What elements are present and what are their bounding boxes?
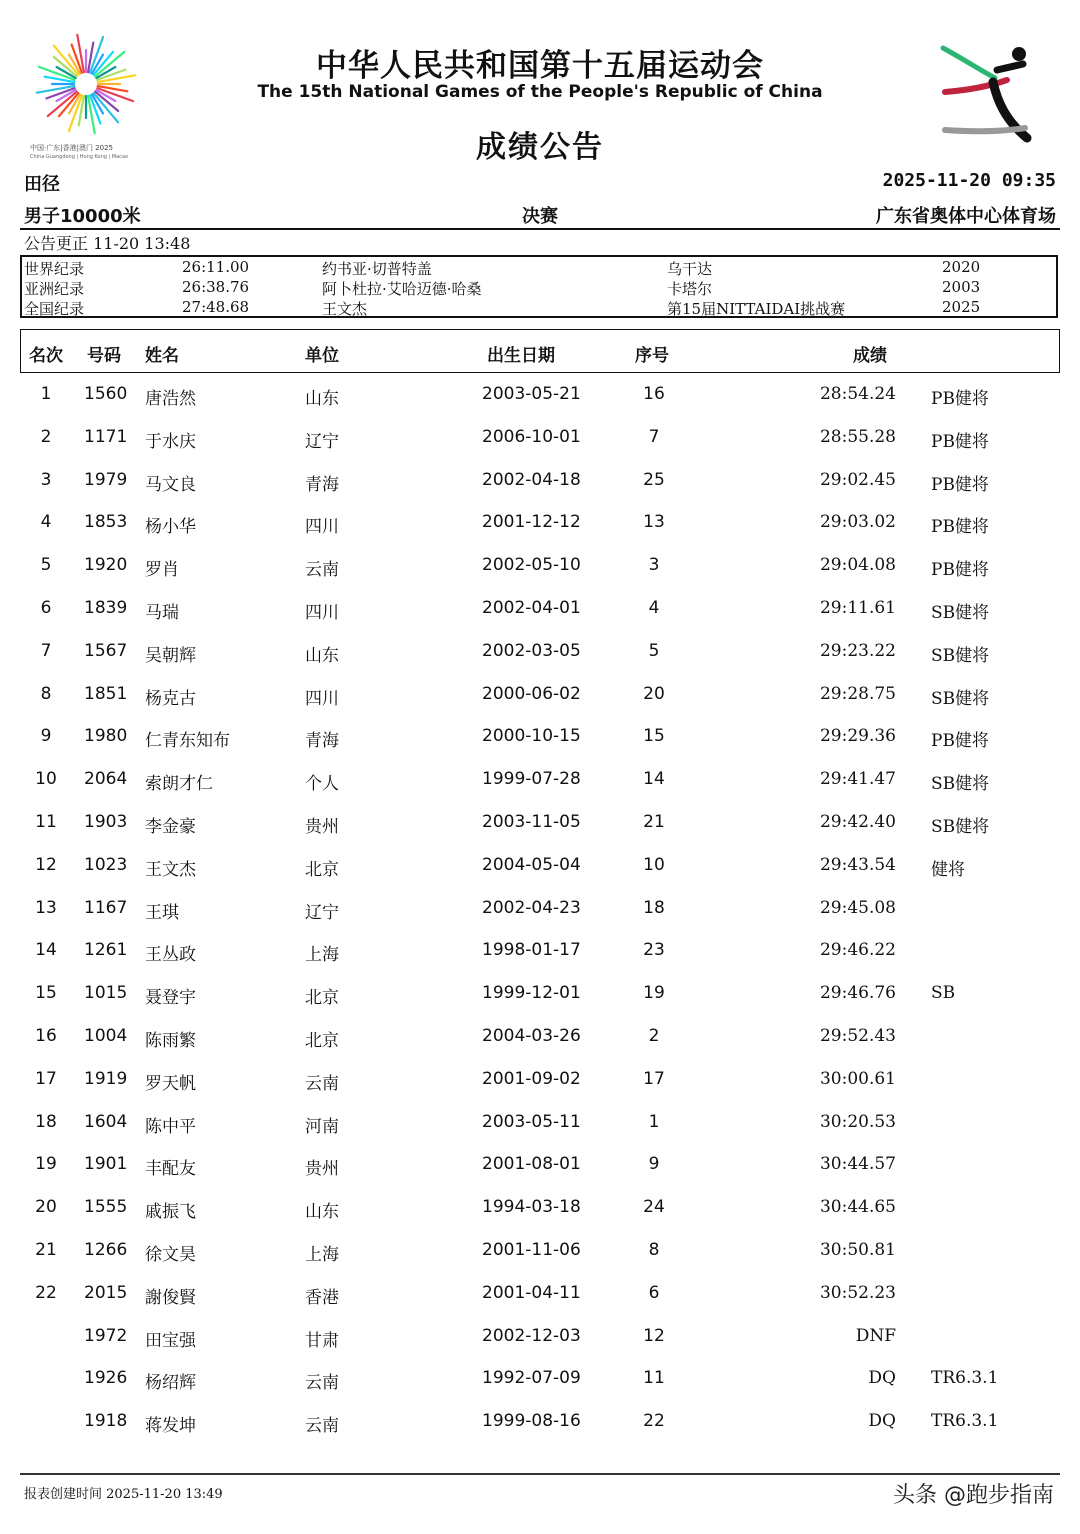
result-mark: 29:04.08 — [819, 555, 896, 576]
athlete-dob: 2003-11-05 — [482, 812, 581, 832]
athlete-unit: 四川 — [305, 603, 339, 623]
result-mark: 30:00.61 — [819, 1068, 896, 1089]
record-row — [22, 258, 1056, 278]
result-rank: 10 — [35, 769, 57, 790]
result-note: PB健将 — [931, 731, 989, 752]
athlete-unit: 山东 — [305, 389, 339, 409]
result-note: TR6.3.1 — [931, 1411, 999, 1432]
table-row — [0, 852, 1080, 882]
result-mark: 29:41.47 — [819, 769, 896, 790]
table-row — [0, 1023, 1080, 1053]
watermark: 头条 @跑步指南 — [893, 1483, 1054, 1508]
record-row — [22, 298, 1056, 318]
results-header — [20, 329, 1060, 373]
result-mark: 29:42.40 — [819, 812, 896, 832]
result-bib: 1853 — [84, 512, 128, 533]
record-label: 全国纪录 — [24, 300, 85, 318]
result-note: 健将 — [931, 859, 965, 880]
result-rank: 20 — [35, 1197, 57, 1218]
result-note: PB健将 — [931, 431, 989, 452]
athlete-unit: 青海 — [305, 731, 339, 752]
start-order: 12 — [643, 1325, 665, 1346]
athlete-dob: 2002-04-18 — [482, 469, 581, 490]
table-row — [0, 424, 1080, 454]
athlete-dob: 2003-05-21 — [482, 384, 581, 404]
start-order: 19 — [643, 983, 665, 1004]
result-mark: 29:23.22 — [819, 640, 896, 661]
result-bib: 1604 — [84, 1111, 128, 1132]
athlete-name: 陈雨繁 — [145, 1031, 196, 1051]
footer-divider — [20, 1473, 1060, 1475]
athlete-name: 马瑞 — [145, 603, 179, 623]
result-bib: 1979 — [84, 469, 128, 490]
result-rank: 6 — [40, 598, 52, 618]
athlete-dob: 1999-12-01 — [482, 983, 581, 1004]
table-row — [0, 638, 1080, 668]
result-bib: 2064 — [84, 769, 128, 790]
athlete-unit: 山东 — [305, 1202, 339, 1223]
athlete-dob: 2003-05-11 — [482, 1111, 581, 1132]
athlete-unit: 云南 — [305, 1073, 339, 1094]
table-row — [0, 1323, 1080, 1353]
table-row — [0, 381, 1080, 411]
athlete-dob: 2004-03-26 — [482, 1026, 581, 1046]
result-note: PB健将 — [931, 560, 989, 581]
athlete-name: 丰配友 — [145, 1159, 196, 1180]
athlete-unit: 辽宁 — [305, 431, 339, 452]
athlete-unit: 上海 — [305, 1245, 339, 1265]
athlete-name: 唐浩然 — [145, 389, 196, 409]
table-row — [0, 937, 1080, 967]
start-order: 21 — [643, 812, 665, 832]
table-row — [0, 1408, 1080, 1438]
result-bib: 1901 — [84, 1154, 128, 1175]
result-mark: 29:43.54 — [819, 854, 896, 875]
athlete-name: 于水庆 — [145, 431, 196, 452]
result-mark: 29:03.02 — [819, 512, 896, 533]
athlete-dob: 2002-05-10 — [482, 555, 581, 576]
athlete-dob: 2006-10-01 — [482, 426, 581, 447]
athlete-unit: 贵州 — [305, 817, 339, 837]
athlete-unit: 云南 — [305, 1373, 339, 1394]
result-rank: 14 — [35, 940, 57, 961]
athlete-name: 索朗才仁 — [145, 774, 213, 795]
athlete-dob: 2000-10-15 — [482, 726, 581, 747]
result-bib: 1266 — [84, 1240, 128, 1260]
record-place: 卡塔尔 — [667, 280, 713, 298]
athlete-dob: 2001-08-01 — [482, 1154, 581, 1175]
athlete-unit: 香港 — [305, 1287, 339, 1308]
record-year: 2025 — [942, 298, 981, 316]
col-rank: 名次 — [29, 346, 63, 366]
result-bib: 1918 — [84, 1411, 128, 1432]
result-rank: 17 — [35, 1068, 57, 1089]
athlete-dob: 2001-11-06 — [482, 1240, 581, 1260]
athlete-unit: 贵州 — [305, 1159, 339, 1180]
venue-name: 广东省奥体中心体育场 — [876, 206, 1056, 227]
result-note: SB健将 — [931, 688, 990, 709]
result-bib: 1920 — [84, 555, 128, 576]
result-bib: 1972 — [84, 1325, 128, 1346]
result-bib: 1903 — [84, 812, 128, 832]
result-bib: 1555 — [84, 1197, 128, 1218]
result-bib: 2015 — [84, 1282, 128, 1303]
athlete-name: 謝俊賢 — [145, 1287, 196, 1308]
document-title: 成绩公告 — [476, 130, 604, 165]
col-name: 姓名 — [145, 346, 179, 366]
result-bib: 1004 — [84, 1026, 128, 1046]
start-order: 10 — [643, 854, 665, 875]
athlete-dob: 1999-07-28 — [482, 769, 581, 790]
table-row — [0, 1194, 1080, 1224]
athlete-unit: 北京 — [305, 859, 339, 880]
athlete-dob: 1999-08-16 — [482, 1411, 581, 1432]
table-row — [0, 1365, 1080, 1395]
start-order: 14 — [643, 769, 665, 790]
table-row — [0, 552, 1080, 582]
start-order: 9 — [648, 1154, 660, 1175]
result-note: SB健将 — [931, 645, 990, 666]
result-rank: 21 — [35, 1240, 57, 1260]
result-mark: 30:50.81 — [819, 1240, 896, 1260]
result-bib: 1023 — [84, 854, 128, 875]
athlete-unit: 北京 — [305, 1031, 339, 1051]
record-label: 亚洲纪录 — [24, 280, 85, 298]
athlete-name: 吴朝辉 — [145, 645, 196, 666]
athlete-unit: 青海 — [305, 474, 339, 495]
round-label: 决赛 — [522, 206, 558, 227]
result-mark: DQ — [868, 1411, 896, 1432]
athlete-name: 戚振飞 — [145, 1202, 196, 1223]
result-rank: 19 — [35, 1154, 57, 1175]
athlete-name: 陈中平 — [145, 1116, 196, 1137]
result-mark: 30:44.65 — [819, 1197, 896, 1218]
result-note: TR6.3.1 — [931, 1368, 999, 1389]
result-mark: 29:52.43 — [819, 1026, 896, 1046]
table-row — [0, 595, 1080, 625]
table-row — [0, 723, 1080, 753]
record-holder: 王文杰 — [322, 300, 368, 318]
athlete-name: 杨克古 — [145, 688, 196, 709]
result-bib: 1919 — [84, 1068, 128, 1089]
event-name: 男子10000米 — [24, 206, 141, 227]
start-order: 13 — [643, 512, 665, 533]
athlete-dob: 1992-07-09 — [482, 1368, 581, 1389]
col-dob: 出生日期 — [487, 346, 555, 366]
athlete-name: 聂登宇 — [145, 988, 196, 1009]
result-rank: 18 — [35, 1111, 57, 1132]
record-year: 2003 — [942, 278, 981, 296]
result-note: SB健将 — [931, 603, 990, 623]
result-bib: 1567 — [84, 640, 128, 661]
athlete-name: 仁青东知布 — [145, 731, 230, 752]
result-bib: 1839 — [84, 598, 128, 618]
table-row — [0, 1280, 1080, 1310]
result-rank: 8 — [40, 683, 52, 704]
athlete-name: 王丛政 — [145, 945, 196, 966]
start-order: 23 — [643, 940, 665, 961]
athlete-unit: 河南 — [305, 1116, 339, 1137]
result-bib: 1261 — [84, 940, 128, 961]
result-mark: 29:46.22 — [819, 940, 896, 961]
correction-notice: 公告更正 11-20 13:48 — [24, 234, 191, 253]
result-mark: 28:55.28 — [819, 426, 896, 447]
record-time: 26:11.00 — [182, 258, 250, 276]
col-mark: 成绩 — [853, 346, 887, 366]
result-bib: 1560 — [84, 384, 128, 404]
athlete-name: 蒋发坤 — [145, 1416, 196, 1437]
result-rank: 16 — [35, 1026, 57, 1046]
record-label: 世界纪录 — [24, 260, 85, 278]
record-holder: 约书亚·切普特盖 — [322, 260, 432, 278]
athlete-dob: 2002-12-03 — [482, 1325, 581, 1346]
result-rank: 5 — [40, 555, 52, 576]
result-note: PB健将 — [931, 474, 989, 495]
record-time: 27:48.68 — [182, 298, 250, 316]
start-order: 25 — [643, 469, 665, 490]
athlete-name: 李金豪 — [145, 817, 196, 837]
table-row — [0, 1066, 1080, 1096]
start-order: 7 — [648, 426, 660, 447]
athlete-name: 杨小华 — [145, 517, 196, 538]
athlete-unit: 上海 — [305, 945, 339, 966]
result-bib: 1171 — [84, 426, 128, 447]
athlete-dob: 2000-06-02 — [482, 683, 581, 704]
athlete-dob: 2001-09-02 — [482, 1068, 581, 1089]
result-note: SB健将 — [931, 774, 990, 795]
result-rank: 2 — [40, 426, 52, 447]
record-place: 第15届NITTAIDAI挑战赛 — [667, 300, 846, 318]
result-rank: 13 — [35, 897, 57, 918]
table-row — [0, 1237, 1080, 1267]
athlete-dob: 2002-04-23 — [482, 897, 581, 918]
result-bib: 1167 — [84, 897, 128, 918]
result-rank: 12 — [35, 854, 57, 875]
result-rank: 15 — [35, 983, 57, 1004]
result-mark: DNF — [855, 1325, 896, 1346]
record-holder: 阿卜杜拉·艾哈迈德·哈桑 — [322, 280, 482, 298]
athlete-dob: 2002-03-05 — [482, 640, 581, 661]
start-order: 18 — [643, 897, 665, 918]
result-note: SB — [931, 983, 956, 1004]
result-bib: 1980 — [84, 726, 128, 747]
report-created-time: 报表创建时间 2025-11-20 13:49 — [24, 1487, 223, 1502]
athlete-name: 田宝强 — [145, 1330, 196, 1351]
result-mark: 30:20.53 — [819, 1111, 896, 1132]
record-place: 乌干达 — [667, 260, 713, 278]
start-order: 5 — [648, 640, 660, 661]
games-title-en: The 15th National Games of the People's Republic of China — [257, 82, 823, 102]
result-mark: 30:52.23 — [819, 1282, 896, 1303]
start-order: 6 — [648, 1282, 660, 1303]
table-row — [0, 681, 1080, 711]
athlete-unit: 云南 — [305, 1416, 339, 1437]
result-rank: 7 — [40, 640, 52, 661]
games-title-cn: 中华人民共和国第十五届运动会 — [316, 48, 764, 84]
start-order: 3 — [648, 555, 660, 576]
athlete-name: 王文杰 — [145, 859, 196, 880]
start-order: 15 — [643, 726, 665, 747]
result-mark: 29:02.45 — [819, 469, 896, 490]
result-mark: 29:46.76 — [819, 983, 896, 1004]
record-year: 2020 — [942, 258, 981, 276]
result-bib: 1926 — [84, 1368, 128, 1389]
start-order: 20 — [643, 683, 665, 704]
col-lane: 序号 — [635, 346, 669, 366]
record-row — [22, 278, 1056, 298]
table-row — [0, 509, 1080, 539]
start-order: 16 — [643, 384, 665, 404]
start-order: 17 — [643, 1068, 665, 1089]
athlete-unit: 四川 — [305, 688, 339, 709]
result-note: PB健将 — [931, 389, 989, 409]
start-order: 24 — [643, 1197, 665, 1218]
athlete-dob: 2002-04-01 — [482, 598, 581, 618]
athlete-name: 马文良 — [145, 474, 196, 495]
result-mark: 30:44.57 — [819, 1154, 896, 1175]
athlete-name: 罗天帆 — [145, 1073, 196, 1094]
athlete-unit: 甘肃 — [305, 1330, 339, 1351]
result-rank: 4 — [40, 512, 52, 533]
table-row — [0, 1151, 1080, 1181]
start-order: 8 — [648, 1240, 660, 1260]
result-mark: 29:11.61 — [819, 598, 896, 618]
result-rank: 22 — [35, 1282, 57, 1303]
table-row — [0, 1109, 1080, 1139]
publish-datetime: 2025-11-20 09:35 — [882, 170, 1056, 191]
result-mark: 29:28.75 — [819, 683, 896, 704]
athlete-name: 罗肖 — [145, 560, 179, 581]
athlete-unit: 个人 — [305, 774, 339, 795]
athlete-name: 王琪 — [145, 902, 179, 923]
record-time: 26:38.76 — [182, 278, 250, 296]
athlete-dob: 1998-01-17 — [482, 940, 581, 961]
athlete-dob: 2001-12-12 — [482, 512, 581, 533]
result-rank: 11 — [35, 812, 57, 832]
athlete-name: 杨绍辉 — [145, 1373, 196, 1394]
athlete-unit: 山东 — [305, 645, 339, 666]
result-note: PB健将 — [931, 517, 989, 538]
records-box — [20, 255, 1058, 318]
col-unit: 单位 — [305, 346, 339, 366]
table-row — [0, 980, 1080, 1010]
logo-caption: 中国·广东|香港|澳门 2025 — [30, 144, 113, 152]
result-mark: 29:29.36 — [819, 726, 896, 747]
start-order: 11 — [643, 1368, 665, 1389]
header-divider — [20, 228, 1060, 230]
start-order: 22 — [643, 1411, 665, 1432]
col-bib: 号码 — [87, 346, 121, 366]
athlete-unit: 四川 — [305, 517, 339, 538]
table-row — [0, 895, 1080, 925]
sport-label: 田径 — [24, 174, 60, 195]
result-rank: 1 — [40, 384, 52, 404]
result-bib: 1015 — [84, 983, 128, 1004]
result-bib: 1851 — [84, 683, 128, 704]
athlete-unit: 云南 — [305, 560, 339, 581]
logo-caption-en: China·Guangdong | Hong Kong | Macao — [30, 154, 129, 160]
result-mark: 29:45.08 — [819, 897, 896, 918]
table-row — [0, 766, 1080, 796]
result-rank: 9 — [40, 726, 52, 747]
athlete-dob: 2001-04-11 — [482, 1282, 581, 1303]
table-row — [0, 467, 1080, 497]
athlete-dob: 2004-05-04 — [482, 854, 581, 875]
result-note: SB健将 — [931, 817, 990, 837]
athlete-unit: 北京 — [305, 988, 339, 1009]
result-mark: DQ — [868, 1368, 896, 1389]
start-order: 1 — [648, 1111, 660, 1132]
table-row — [0, 809, 1080, 839]
start-order: 2 — [648, 1026, 660, 1046]
athlete-unit: 辽宁 — [305, 902, 339, 923]
result-mark: 28:54.24 — [819, 384, 896, 404]
result-rank: 3 — [40, 469, 52, 490]
start-order: 4 — [648, 598, 660, 618]
athlete-name: 徐文昊 — [145, 1245, 196, 1265]
athlete-dob: 1994-03-18 — [482, 1197, 581, 1218]
